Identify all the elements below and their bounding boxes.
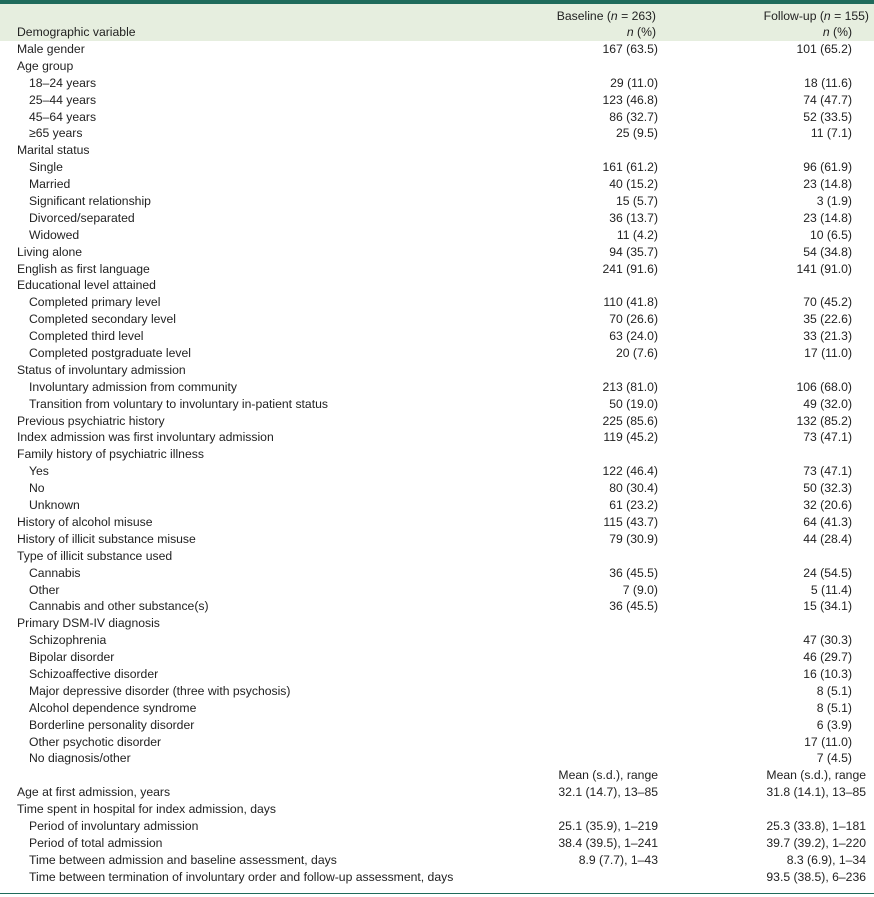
table-row — [0, 666, 874, 683]
baseline-value: 38.4 (39.5), 1–241 — [558, 835, 658, 850]
table-row — [0, 41, 874, 58]
row-label: Other psychotic disorder — [29, 734, 162, 749]
table-row — [0, 801, 874, 818]
followup-value: 74 (47.7) — [803, 92, 852, 107]
table-row — [0, 565, 874, 582]
row-label: Major depressive disorder (three with psychosis) — [29, 683, 291, 698]
row-label: Age at first admission, years — [17, 785, 171, 800]
table-row — [0, 294, 874, 311]
row-label: Significant relationship — [29, 194, 151, 209]
table-row — [0, 784, 874, 801]
row-label: Time between admission and baseline assessment, days — [29, 852, 337, 867]
baseline-value: 25 (9.5) — [615, 126, 658, 141]
followup-label: Follow-up ( — [763, 9, 824, 23]
row-label: Time spent in hospital for index admission, days — [17, 802, 276, 817]
row-label: Type of illicit substance used — [17, 548, 173, 563]
followup-value: 23 (14.8) — [803, 210, 852, 225]
followup-stat-label: Mean (s.d.), range — [766, 768, 866, 783]
table-bottom-rule — [0, 893, 874, 894]
followup-value: 46 (29.7) — [803, 650, 852, 665]
followup-value: 64 (41.3) — [803, 514, 852, 529]
row-label: English as first language — [17, 261, 150, 276]
followup-value: 101 (65.2) — [796, 42, 852, 56]
baseline-value: 161 (61.2) — [602, 160, 658, 175]
table-row — [0, 193, 874, 210]
table-row — [0, 497, 874, 514]
row-label: Time between termination of involuntary order and follow-up assessment, days — [29, 869, 454, 884]
baseline-value: 241 (91.6) — [602, 261, 658, 276]
followup-value: 93.5 (38.5), 6–236 — [766, 869, 866, 884]
table-row — [0, 362, 874, 379]
row-label: Schizoaffective disorder — [29, 666, 159, 681]
followup-value: 15 (34.1) — [803, 599, 852, 614]
table-row — [0, 548, 874, 565]
table-row — [0, 717, 874, 734]
baseline-value: 110 (41.8) — [603, 295, 658, 310]
baseline-value: 213 (81.0) — [602, 379, 658, 394]
followup-unit-pct: (%) — [829, 25, 852, 39]
baseline-value: 8.9 (7.7), 1–43 — [578, 852, 658, 867]
row-label: Family history of psychiatric illness — [17, 447, 204, 462]
followup-value: 54 (34.8) — [803, 244, 852, 259]
followup-value: 23 (14.8) — [803, 177, 852, 192]
baseline-value: 63 (24.0) — [609, 329, 658, 344]
baseline-stat-label: Mean (s.d.), range — [558, 768, 658, 783]
table-row — [0, 379, 874, 396]
table-row — [0, 328, 874, 345]
followup-value: 31.8 (14.1), 13–85 — [766, 785, 866, 800]
table-row — [0, 58, 874, 75]
table-row — [0, 345, 874, 362]
row-label: Cannabis — [29, 565, 81, 580]
followup-value: 132 (85.2) — [796, 413, 852, 428]
row-label: Age group — [17, 58, 74, 73]
table-row — [0, 514, 874, 531]
table-row — [0, 480, 874, 497]
followup-value: 106 (68.0) — [796, 379, 852, 394]
table-row — [0, 632, 874, 649]
table-row — [0, 582, 874, 599]
followup-value: 24 (54.5) — [803, 565, 852, 580]
row-label: Period of total admission — [29, 835, 163, 850]
row-label: Transition from voluntary to involuntary in-patient status — [29, 396, 328, 411]
table-row — [0, 750, 874, 767]
row-label: Completed third level — [29, 329, 144, 344]
table-row — [0, 142, 874, 159]
baseline-value: 36 (45.5) — [609, 599, 658, 614]
followup-value: 73 (47.1) — [803, 464, 852, 479]
baseline-value: 225 (85.6) — [602, 413, 658, 428]
table-row — [0, 869, 874, 886]
header-baseline — [557, 8, 656, 40]
followup-unit-n: n — [822, 25, 830, 39]
baseline-value: 25.1 (35.9), 1–219 — [558, 818, 658, 833]
baseline-value: 36 (13.7) — [609, 210, 658, 225]
baseline-value: 20 (7.6) — [615, 346, 658, 361]
continuous-subheader — [0, 767, 874, 784]
table-row — [0, 261, 874, 278]
followup-value: 35 (22.6) — [803, 312, 852, 327]
baseline-value: 50 (19.0) — [609, 396, 658, 411]
table-row — [0, 598, 874, 615]
table-row — [0, 125, 874, 142]
followup-value: 141 (91.0) — [796, 261, 852, 276]
table-row — [0, 396, 874, 413]
table-row — [0, 413, 874, 430]
baseline-value: 122 (46.4) — [602, 464, 658, 479]
baseline-unit-n: n — [626, 25, 634, 39]
row-label: Married — [29, 177, 71, 192]
followup-value: 7 (4.5) — [816, 751, 852, 766]
followup-value: 73 (47.1) — [803, 430, 852, 445]
row-label: Living alone — [17, 244, 83, 259]
header-variable-label: Demographic variable — [17, 25, 136, 39]
row-label: No — [29, 481, 45, 496]
table-row — [0, 852, 874, 869]
table-row — [0, 818, 874, 835]
row-label: Involuntary admission from community — [29, 379, 237, 394]
followup-n-symbol: n — [823, 9, 831, 23]
row-label: 18–24 years — [29, 75, 97, 90]
baseline-value: 40 (15.2) — [609, 177, 658, 192]
table-row — [0, 463, 874, 480]
row-label: Completed postgraduate level — [29, 346, 191, 361]
row-label: 45–64 years — [29, 109, 97, 124]
followup-value: 17 (11.0) — [804, 734, 852, 749]
baseline-value: 11 (4.2) — [616, 227, 658, 242]
baseline-value: 94 (35.7) — [609, 244, 658, 259]
row-label: Completed secondary level — [29, 312, 177, 327]
table-row — [0, 277, 874, 294]
row-label: Male gender — [17, 42, 85, 56]
followup-value: 10 (6.5) — [809, 227, 852, 242]
followup-value: 49 (32.0) — [803, 396, 852, 411]
table-row — [0, 615, 874, 632]
followup-value: 5 (11.4) — [810, 582, 852, 597]
table-row — [0, 244, 874, 261]
table-row — [0, 700, 874, 717]
baseline-value: 29 (11.0) — [610, 75, 658, 90]
baseline-value: 70 (26.6) — [609, 312, 658, 327]
followup-value: 11 (7.1) — [810, 126, 852, 141]
table-row — [0, 159, 874, 176]
row-label: Borderline personality disorder — [29, 717, 195, 732]
followup-value: 18 (11.6) — [804, 75, 852, 90]
followup-value: 3 (1.9) — [816, 194, 852, 209]
row-label: Unknown — [29, 498, 80, 513]
followup-value: 25.3 (33.8), 1–181 — [766, 818, 866, 833]
row-label: Previous psychiatric history — [17, 413, 165, 428]
baseline-value: 61 (23.2) — [609, 498, 658, 513]
baseline-value: 115 (43.7) — [603, 514, 658, 529]
table-row — [0, 311, 874, 328]
followup-value: 6 (3.9) — [816, 717, 852, 732]
table-row — [0, 649, 874, 666]
table-row — [0, 683, 874, 700]
baseline-value: 7 (9.0) — [622, 582, 658, 597]
row-label: Yes — [29, 464, 49, 479]
followup-value: 32 (20.6) — [803, 498, 852, 513]
table-header — [0, 4, 874, 41]
baseline-value: 36 (45.5) — [609, 565, 658, 580]
baseline-value: 86 (32.7) — [609, 109, 658, 124]
row-label: Bipolar disorder — [29, 650, 115, 665]
followup-value: 44 (28.4) — [803, 531, 852, 546]
followup-n-value: = 155) — [830, 9, 869, 23]
followup-value: 17 (11.0) — [804, 346, 852, 361]
followup-value: 52 (33.5) — [803, 109, 852, 124]
row-label: No diagnosis/other — [29, 751, 131, 766]
row-label: Primary DSM-IV diagnosis — [17, 616, 160, 631]
table-row — [0, 429, 874, 446]
header-followup — [764, 8, 869, 40]
followup-value: 16 (10.3) — [803, 666, 852, 681]
row-label: ≥65 years — [29, 126, 83, 141]
table-row — [0, 176, 874, 193]
baseline-value: 167 (63.5) — [602, 42, 658, 56]
row-label: 25–44 years — [29, 92, 97, 107]
baseline-label: Baseline ( — [556, 9, 611, 23]
baseline-value: 15 (5.7) — [615, 194, 658, 209]
row-label: Marital status — [17, 143, 90, 158]
baseline-value: 119 (45.2) — [603, 430, 658, 445]
table-row — [0, 92, 874, 109]
table-body — [0, 41, 874, 886]
baseline-unit-pct: (%) — [633, 25, 656, 39]
row-label: Divorced/separated — [29, 210, 135, 225]
table-row — [0, 446, 874, 463]
row-label: Completed primary level — [29, 295, 161, 310]
followup-value: 50 (32.3) — [803, 481, 852, 496]
followup-value: 8.3 (6.9), 1–34 — [786, 852, 866, 867]
row-label: Period of involuntary admission — [29, 818, 199, 833]
table-row — [0, 531, 874, 548]
row-label: Widowed — [29, 227, 80, 242]
row-label: Cannabis and other substance(s) — [29, 599, 209, 614]
baseline-value: 80 (30.4) — [609, 481, 658, 496]
table-row — [0, 109, 874, 126]
row-label: Status of involuntary admission — [17, 362, 186, 377]
table-row — [0, 227, 874, 244]
row-label: History of illicit substance misuse — [17, 531, 196, 546]
baseline-n-symbol: n — [610, 9, 618, 23]
followup-value: 70 (45.2) — [803, 295, 852, 310]
followup-value: 8 (5.1) — [816, 700, 852, 715]
followup-value: 8 (5.1) — [816, 683, 852, 698]
row-label: History of alcohol misuse — [17, 514, 153, 529]
followup-value: 33 (21.3) — [803, 329, 852, 344]
table-row — [0, 734, 874, 751]
baseline-value: 32.1 (14.7), 13–85 — [558, 785, 658, 800]
row-label: Educational level attained — [17, 278, 156, 293]
table-row — [0, 835, 874, 852]
baseline-n-value: = 263) — [617, 9, 656, 23]
row-label: Other — [29, 582, 60, 597]
followup-value: 96 (61.9) — [803, 160, 852, 175]
baseline-value: 123 (46.8) — [602, 92, 658, 107]
row-label: Schizophrenia — [29, 633, 107, 648]
row-label: Alcohol dependence syndrome — [29, 700, 197, 715]
table-row — [0, 75, 874, 92]
table-row — [0, 210, 874, 227]
baseline-value: 79 (30.9) — [609, 531, 658, 546]
row-label: Index admission was first involuntary admission — [17, 430, 274, 445]
followup-value: 47 (30.3) — [803, 633, 852, 648]
row-label: Single — [29, 160, 63, 175]
followup-value: 39.7 (39.2), 1–220 — [766, 835, 866, 850]
